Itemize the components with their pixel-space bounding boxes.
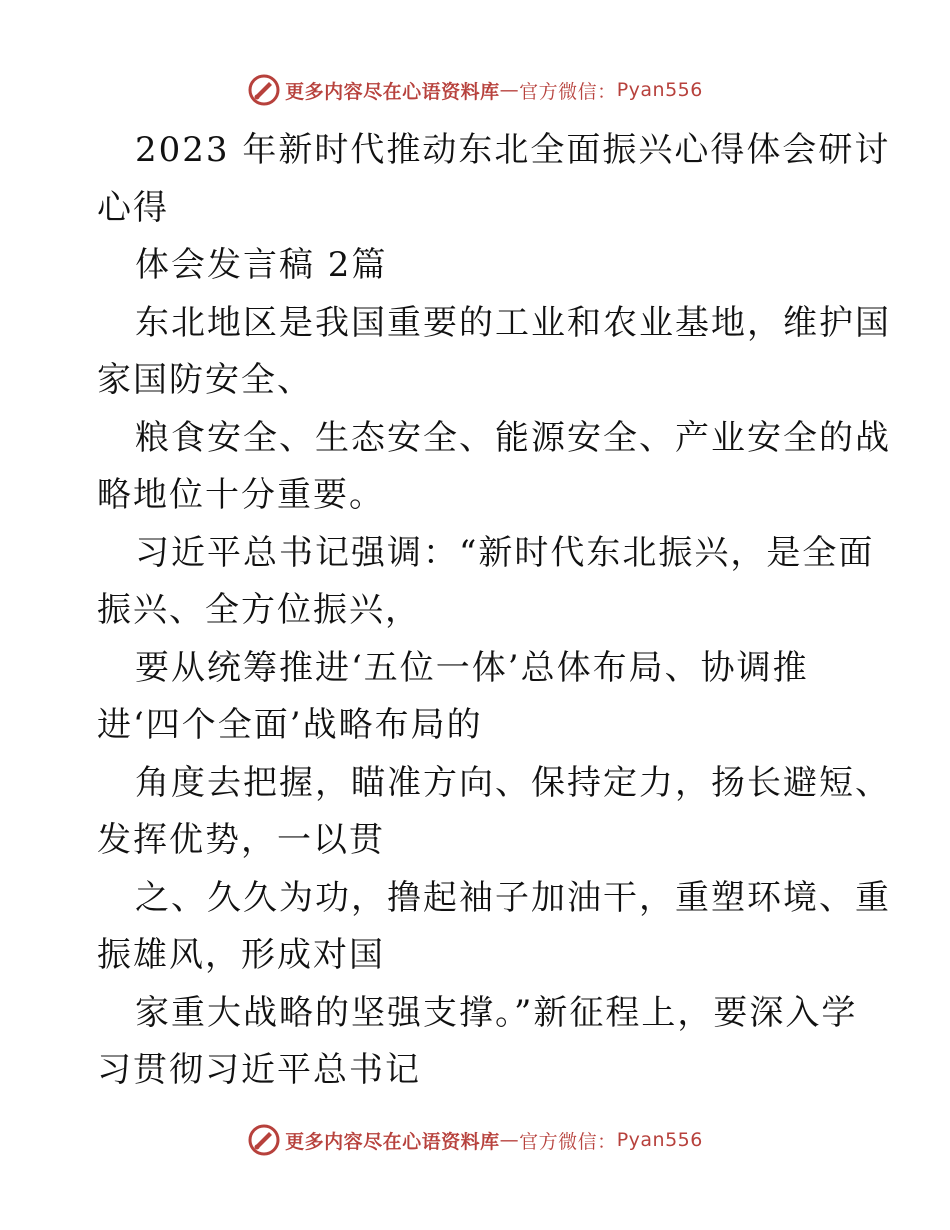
banner-separator: —	[499, 1129, 520, 1151]
footer-banner	[0, 1120, 950, 1160]
doc-line: 进‘四个全面’战略布局的	[97, 705, 483, 745]
document-body	[97, 122, 891, 1100]
doc-line: 略地位十分重要。	[97, 475, 385, 515]
doc-line: 家国防安全、	[97, 360, 313, 400]
doc-line: 振雄风，形成对国	[97, 935, 385, 975]
banner-brand-text: 更多内容尽在心语资料库	[285, 1130, 500, 1153]
doc-line: 振兴、全方位振兴，	[97, 590, 421, 630]
brand-logo-icon	[247, 73, 281, 107]
doc-line-subtitle: 体会发言稿 2篇	[135, 245, 388, 285]
doc-line-title-1: 2023 年新时代推动东北全面振兴心得体会研讨	[135, 130, 891, 170]
banner-wechat-label: 官方微信：	[519, 80, 617, 103]
brand-logo-icon	[247, 1123, 281, 1157]
banner-separator: —	[499, 79, 520, 101]
doc-line: 习近平总书记强调：“新时代东北振兴，是全面	[135, 532, 875, 573]
doc-line: 东北地区是我国重要的工业和农业基地，维护国	[135, 302, 891, 343]
doc-line: 要从统筹推进‘五位一体’总体布局、协调推	[135, 647, 809, 688]
doc-line: 角度去把握，瞄准方向、保持定力，扬长避短、	[135, 762, 891, 803]
doc-line: 粮食安全、生态安全、能源安全、产业安全的战	[135, 417, 891, 458]
doc-line-title-2: 心得	[97, 187, 169, 228]
doc-line: 习贯彻习近平总书记	[97, 1050, 421, 1090]
banner-brand-text: 更多内容尽在心语资料库	[285, 80, 500, 103]
doc-line: 之、久久为功，撸起袖子加油干，重塑环境、重	[135, 877, 891, 918]
doc-line: 发挥优势，一以贯	[97, 820, 385, 860]
banner-wechat-id: Pyan556	[616, 1129, 703, 1151]
header-banner	[0, 70, 950, 110]
banner-wechat-label: 官方微信：	[519, 1130, 617, 1153]
doc-line: 家重大战略的坚强支撑。”新征程上，要深入学	[135, 992, 858, 1033]
banner-wechat-id: Pyan556	[616, 79, 703, 101]
